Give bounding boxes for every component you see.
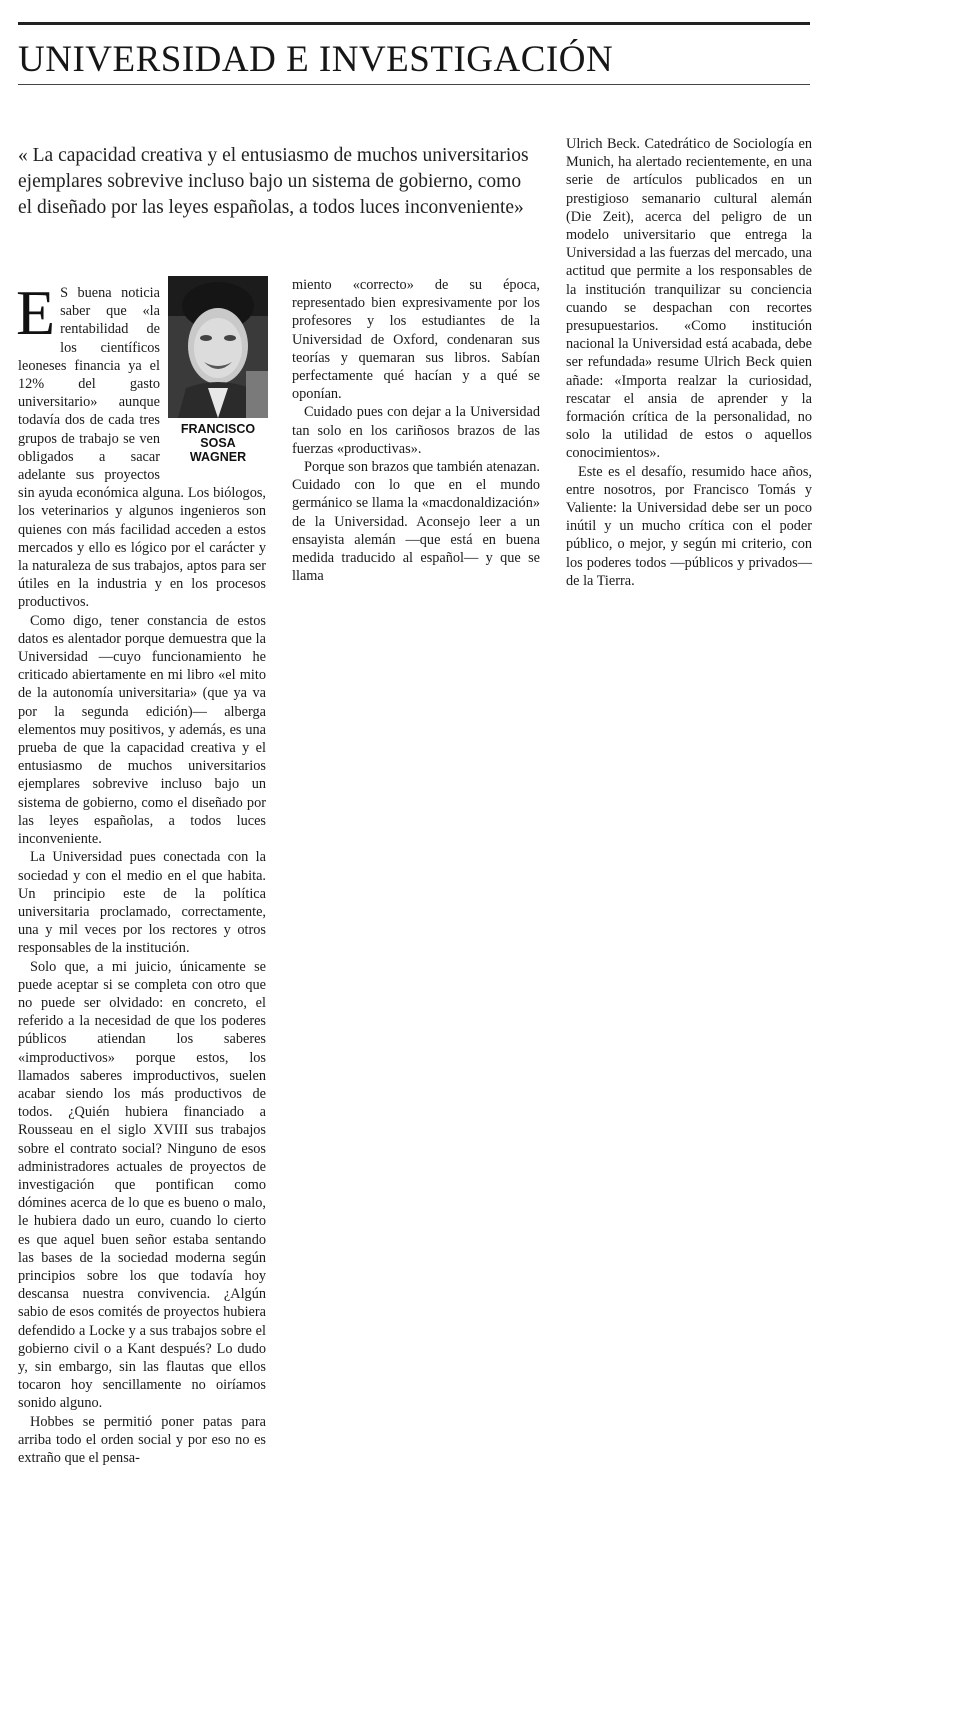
author-surname-1: SOSA [200,436,236,450]
article-headline: UNIVERSIDAD E INVESTIGACIÓN [18,39,614,80]
paragraph: Este es el desafío, resumido hace años, entre nosotros, por Francisco Tomás y Valiente: la Universidad debe ser un poco inútil y un mucho crítica con el poder público, o mejor, y según mi criterio, con los poderes todos —públicos y privados— de la Tierra. [566,463,812,589]
paragraph: Cuidado pues con dejar a la Universidad tan solo en los cariñosos brazos de las fuerzas «productivas». [292,404,540,457]
paragraph: La Universidad pues conectada con la sociedad y con el medio en el que habita. Un principio este de la política universitaria proclamado, correctamente, una y mil veces por los rectores y otros responsables de la institución. [18,849,266,957]
paragraph: Ulrich Beck. Catedrático de Sociología en Munich, ha alertado recientemente, en una serie de artículos publicados en un prestigioso semanario cultural alemán (Die Zeit), acerca del peligro de un modelo universitario que entrega la Universidad a las fuerzas del mercado, una actitud que permite a los responsables de la institución tranquilizar su conciencia cuando se despachan con recortes presupuestarios. «Como institución nacional la Universidad está acabada, debe ser refundada» resume Ulrich Beck quien añade: «Importa realzar la curiosidad, rescatar el ansia de aprender y la formación crítica de la personalidad, no solo la utilidad de estos o aquellos conocimientos». [566,136,812,462]
paragraph: Solo que, a mi juicio, únicamente se puede aceptar si se completa con otro que no puede ser olvidado: en concreto, el referido a la necesidad de que los poderes públicos atiendan los saberes «improductivos» porque estos, los llamados saberes improductivos, suelen acabar siendo los más productivos de todos. ¿Quién hubiera financiado a Rousseau en el siglo XVIII sus trabajos sobre el contrato social? Ninguno de esos administradores actuales de proyectos de investigación que pontifican como dómines acerca de lo que es bueno o malo, le hubiera dado un euro, cuando lo cierto es que aquel buen señor estaba sentando las bases de la sociedad moderna según principios sobre los que todavía hoy descansa nuestra convivencia. ¿Algún sabio de esos comités de proyectos hubiera defendido a Locke y a sus trabajos sobre el gobierno civil o a Kant después? Lo dudo y, sin embargo, sin las flautas que ellos tocaron hoy sencillamente no oiríamos sonido alguno. [18,958,266,1412]
article-column-1 [16,277,266,1467]
headline-divider [18,84,810,85]
article-column-2 [292,276,540,585]
drop-cap: E [16,277,56,348]
pull-quote: « La capacidad creativa y el entusiasmo de muchos universitarios ejemplares sobrevive incluso bajo un sistema de gobierno, como el diseñado por las leyes españolas, a todos luces inconveniente» [18,145,529,218]
author-portrait-icon [168,276,268,418]
paragraph: Hobbes se permitió poner patas para arriba todo el orden social y por eso no es extraño que el pensa- [18,1413,266,1466]
top-rule [18,22,810,25]
author-byline [168,422,268,464]
paragraph: miento «correcto» de su época, representado bien expresivamente por los profesores y los estudiantes de la Universidad de Oxford, condenaran sus teorías y quemaran sus libros. Sabían perfectamente qué hacían y a qué se oponían. [292,277,540,403]
paragraph: Porque son brazos que también atenazan. Cuidado con lo que en el mundo germánico se llama la «macdonaldización» de la Universidad. Aconsejo leer a un ensayista alemán —que está en buena medida traducido al español— y que se llama [292,459,540,585]
author-first-name: FRANCISCO [180,422,256,436]
paragraph: Como digo, tener constancia de estos datos es alentador porque demuestra que la Universidad —cuyo funcionamiento he criticado abiertamente en mi libro «el mito de la autonomía universitaria» (que ya va por la segunda edición)— alberga elementos muy positivos, y además, es una prueba de que la capacidad creativa y el entusiasmo de muchos universitarios ejemplares sobrevive incluso bajo un sistema de gobierno, como el diseñado por las leyes españolas, a todos luces inconveniente. [18,612,266,848]
paragraph-text: S buena noticia saber que «la rentabilidad de los científicos leoneses financia ya el 12% del gasto universitario» aunque todavía dos de cada tres grupos de trabajo se ven obligados a sacar adelante sus proyectos sin ayuda económica alguna. Los biólogos, los veterinarios y algunos ingenieros son quienes con más facilidad acceden a estos mercados y ello es lógico por el carácter y la naturaleza de sus trabajos, aptos para ser útiles en la industria y en los procesos productivos. [18,285,266,611]
author-surname-2: WAGNER [189,450,247,464]
author-photo [168,276,268,418]
author-block [168,276,268,464]
article-column-3 [566,135,812,590]
